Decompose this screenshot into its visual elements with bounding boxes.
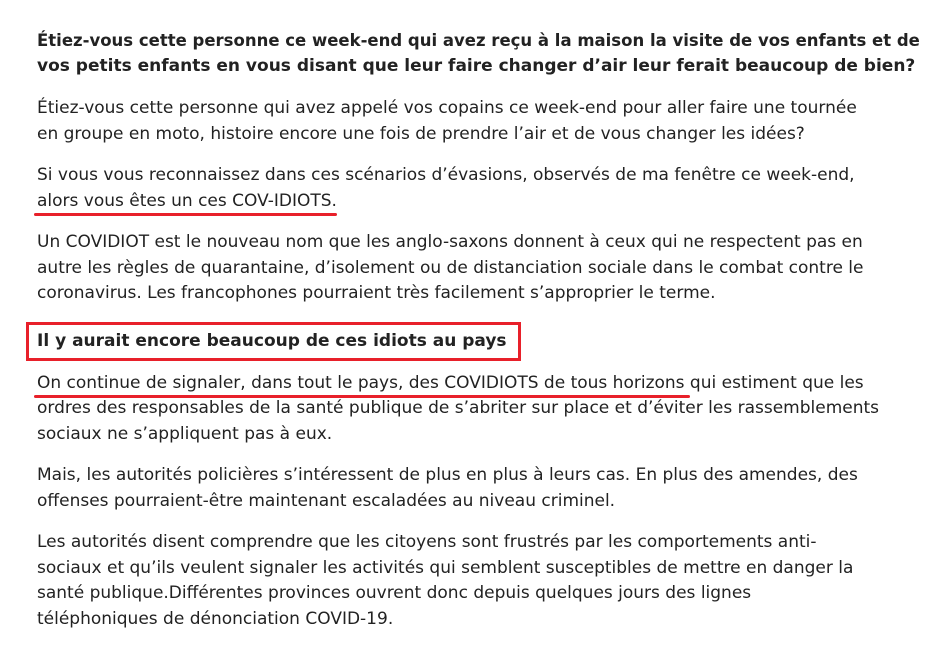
paragraph-police (37, 463, 917, 514)
paragraph-text: qui estiment que les (684, 372, 864, 393)
paragraph-line: Mais, les autorités policières s’intéressent de plus en plus à leurs cas. En plus des amendes, des (37, 465, 858, 485)
paragraph-line: en groupe en moto, histoire encore une fois de prendre l’air et de vous changer les idées? (37, 123, 805, 144)
paragraph-line: sociaux et qu’ils veulent signaler les activités qui semblent susceptibles de mettre en danger la (37, 557, 854, 578)
paragraph-text: . (331, 190, 337, 211)
paragraph-line: Un COVIDIOT est le nouveau nom que les anglo-saxons donnent à ceux qui ne respectent pas en (37, 232, 863, 252)
paragraph-line: ordres des responsables de la santé publique de s’abriter sur place et d’éviter les rassemblements (37, 398, 880, 418)
paragraph-line: santé publique.Différentes provinces ouvrent donc depuis quelques jours des lignes (37, 583, 752, 603)
paragraph-intro-question-2 (37, 96, 917, 147)
paragraph-line: coronavirus. Les francophones pourraient très facilement s’approprier le terme. (37, 283, 716, 303)
paragraph-line: Si vous vous reconnaissez dans ces scénarios d’évasions, observés de ma fenêtre ce week-end, (37, 165, 855, 185)
red-underlined-phrase: alors vous êtes un ces COV-IDIOTS (37, 190, 332, 211)
paragraph-covidiot-definition (37, 230, 917, 307)
paragraph-line: vos petits enfants en vous disant que leur faire changer d’air leur ferait beaucoup de bien? (37, 55, 916, 76)
paragraph-line: Étiez-vous cette personne ce week-end qui avez reçu à la maison la visite de vos enfants et de (37, 31, 920, 50)
paragraph-line: offenses pourraient-être maintenant escaladées au niveau criminel. (37, 490, 616, 511)
article-body (37, 28, 920, 632)
paragraph-line: Étiez-vous cette personne qui avez appelé vos copains ce week-end pour aller faire une tournée (37, 98, 857, 118)
red-underlined-phrase: On continue de signaler, dans tout le pays, des COVIDIOTS de tous horizons (37, 372, 685, 393)
subheading-text: Il y aurait encore beaucoup de ces idiots au pays (37, 330, 507, 351)
paragraph-line: autre les règles de quarantaine, d’isolement ou de distanciation sociale dans le combat contre le (37, 257, 864, 278)
paragraph-reports (37, 371, 917, 448)
paragraph-line: téléphoniques de dénonciation COVID-19. (37, 608, 394, 629)
paragraph-recognition (37, 163, 917, 214)
paragraph-line (37, 371, 917, 397)
paragraph-intro-question-1 (37, 28, 920, 79)
paragraph-line: sociaux ne s’appliquent pas à eux. (37, 423, 333, 444)
paragraph-line (37, 189, 917, 215)
paragraph-line: Les autorités disent comprendre que les citoyens sont frustrés par les comportements anti- (37, 532, 817, 552)
paragraph-authorities (37, 530, 917, 632)
section-subheading (37, 329, 507, 354)
